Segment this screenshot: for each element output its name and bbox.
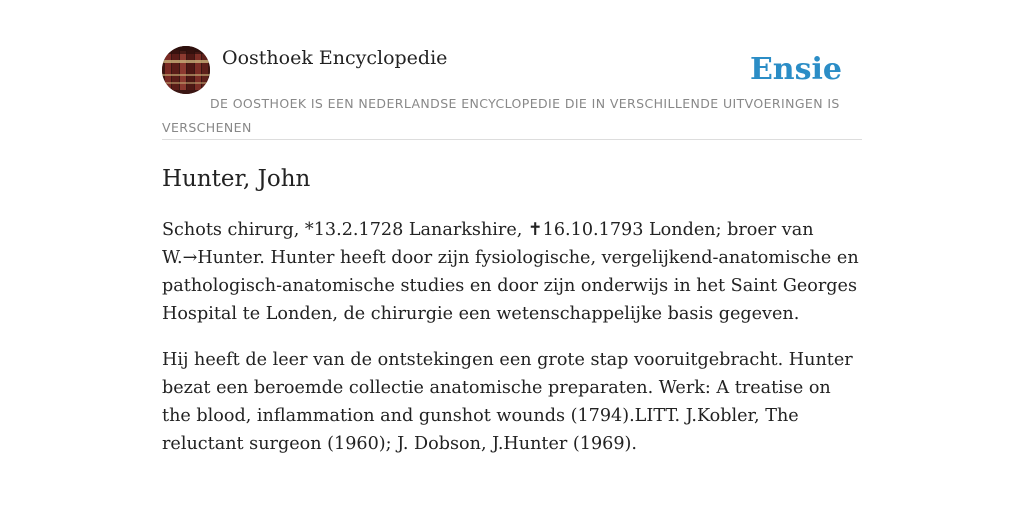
source-name[interactable]: Oosthoek Encyclopedie [222,47,448,69]
article-paragraph: Hij heeft de leer van de ontstekingen een grote stap vooruitgebracht. Hunter bezat een beroemde collectie anatomische preparaten. Werk: A treatise on the blood, inflammation and gunshot wounds (1794).LITT. J.Kobler, The reluctant surgeon (1960); J. Dobson, J.Hunter (1969). [162,350,853,454]
page-header [162,46,862,140]
article [162,162,862,458]
books-icon [162,46,210,94]
article-title: Hunter, John [162,166,311,192]
brand-logo[interactable]: Ensie [749,52,842,87]
article-paragraph: Schots chirurg, *13.2.1728 Lanarkshire, ✝16.10.1793 Londen; broer van W.→Hunter. Hunter heeft door zijn fysiologische, vergelijkend-anatomische en pathologisch-anatomische studies en door zijn onderwijs in het Saint Georges Hospital te Londen, de chirurgie een wetenschappelijke basis gegeven. [162,220,859,324]
source-avatar[interactable] [162,46,210,94]
source-tagline: DE OOSTHOEK IS EEN NEDERLANDSE ENCYCLOPEDIE DIE IN VERSCHILLENDE UITVOERINGEN IS VERSCHENEN [162,96,840,135]
